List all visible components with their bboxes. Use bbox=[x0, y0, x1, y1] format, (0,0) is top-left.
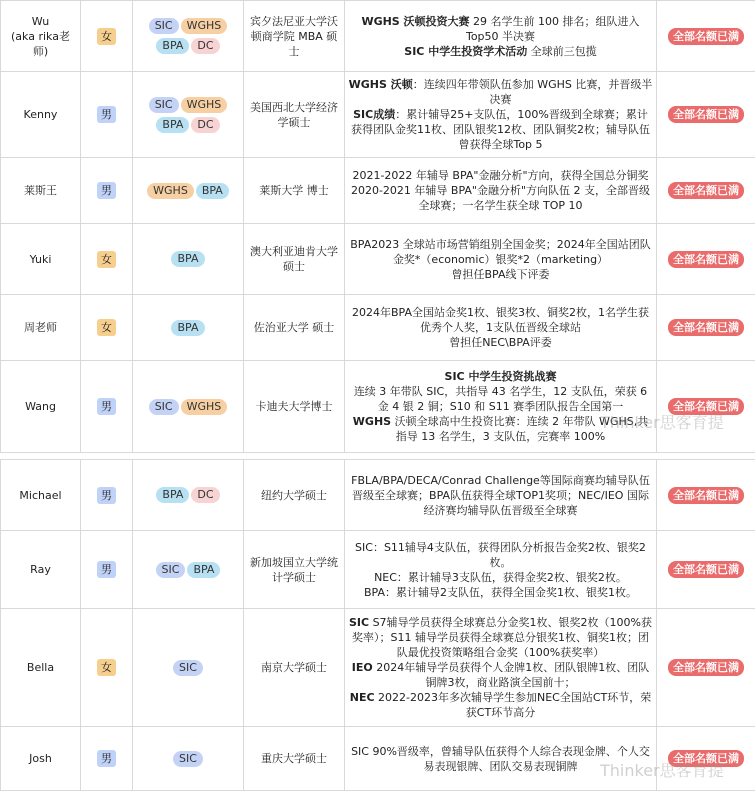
teacher-name: Michael bbox=[1, 460, 81, 531]
school: 重庆大学硕士 bbox=[244, 727, 345, 791]
achievement-line: WGHS 沃顿投资大赛 29 名学生前 100 排名；组队进入Top50 半决赛 bbox=[361, 14, 640, 43]
competition-tag: BPA bbox=[196, 183, 229, 199]
achievements bbox=[345, 224, 657, 295]
teacher-name: Josh bbox=[1, 727, 81, 791]
watermark: Thinker思客育提 bbox=[600, 761, 724, 780]
gender-badge: 男 bbox=[97, 487, 116, 504]
school: 澳大利亚迪肯大学硕士 bbox=[244, 224, 345, 295]
achievement-line: 曾担任BPA线下评委 bbox=[451, 267, 550, 281]
teacher-name: 莱斯王 bbox=[1, 158, 81, 224]
teacher-row bbox=[1, 295, 755, 361]
status-cell bbox=[657, 609, 755, 727]
gender-cell bbox=[81, 158, 133, 224]
status-cell bbox=[657, 158, 755, 224]
status-cell bbox=[657, 531, 755, 609]
gender-badge: 女 bbox=[97, 251, 116, 268]
tags-cell bbox=[133, 1, 244, 72]
teacher-row bbox=[1, 361, 755, 453]
achievement-line: BPA2023 全球站市场营销组别全国金奖；2024年全国站团队金奖*（economic）银奖*2（marketing） bbox=[350, 237, 651, 266]
competition-tag: BPA bbox=[156, 38, 189, 54]
achievement-line: NEC 2022-2023年多次辅导学生参加NEC全国站CT环节，荣获CT环节高分 bbox=[349, 691, 652, 719]
competition-tag: DC bbox=[191, 487, 219, 503]
teacher-row bbox=[1, 224, 755, 295]
status-badge: 全部名额已满 bbox=[668, 750, 744, 767]
gender-cell bbox=[81, 361, 133, 453]
gender-cell bbox=[81, 72, 133, 158]
achievement-line: SIC：S11辅导4支队伍，获得团队分析报告金奖2枚、银奖2枚。 bbox=[355, 540, 646, 569]
achievements bbox=[345, 609, 657, 727]
school: 卡迪夫大学博士 bbox=[244, 361, 345, 453]
gender-cell bbox=[81, 1, 133, 72]
gender-badge: 女 bbox=[97, 28, 116, 45]
teacher-row bbox=[1, 72, 755, 158]
competition-tag: WGHS bbox=[181, 18, 228, 34]
competition-tag: DC bbox=[191, 38, 219, 54]
achievements bbox=[345, 460, 657, 531]
competition-tag: SIC bbox=[149, 399, 179, 415]
teacher-name: Wu (aka rika老师) bbox=[1, 1, 81, 72]
gender-badge: 男 bbox=[97, 182, 116, 199]
teacher-name: Kenny bbox=[1, 72, 81, 158]
status-cell bbox=[657, 460, 755, 531]
competition-tag: DC bbox=[191, 117, 219, 133]
teacher-name: Yuki bbox=[1, 224, 81, 295]
teacher-name: Ray bbox=[1, 531, 81, 609]
teacher-row bbox=[1, 531, 755, 609]
teacher-row bbox=[1, 460, 755, 531]
tags-cell bbox=[133, 295, 244, 361]
competition-tag: SIC bbox=[156, 562, 186, 578]
gender-cell bbox=[81, 224, 133, 295]
achievements bbox=[345, 158, 657, 224]
school: 宾夕法尼亚大学沃顿商学院 MBA 硕士 bbox=[244, 1, 345, 72]
competition-tag: SIC bbox=[173, 660, 203, 676]
achievements bbox=[345, 727, 657, 791]
teacher-name: Wang bbox=[1, 361, 81, 453]
gender-badge: 男 bbox=[97, 398, 116, 415]
status-badge: 全部名额已满 bbox=[668, 28, 744, 45]
teacher-row bbox=[1, 727, 755, 791]
gender-cell bbox=[81, 609, 133, 727]
competition-tag: SIC bbox=[149, 18, 179, 34]
gender-badge: 男 bbox=[97, 561, 116, 578]
teacher-row bbox=[1, 609, 755, 727]
tags-cell bbox=[133, 460, 244, 531]
achievement-line: IEO 2024年辅导学员获得个人金牌1枚、团队银牌1枚、团队铜牌3枚，商业路演全国前十； bbox=[351, 661, 650, 689]
gender-badge: 男 bbox=[97, 106, 116, 123]
competition-tag: WGHS bbox=[181, 97, 228, 113]
competition-tag: WGHS bbox=[147, 183, 194, 199]
achievement-line: 曾担任NEC\BPA评委 bbox=[449, 336, 552, 349]
achievements bbox=[345, 361, 657, 453]
tags-cell bbox=[133, 361, 244, 453]
status-cell bbox=[657, 295, 755, 361]
teacher-name: 周老师 bbox=[1, 295, 81, 361]
achievement-line: SIC 中学生投资挑战赛 bbox=[444, 370, 557, 383]
achievement-line: WGHS 沃顿全球高中生投资比赛：连续 2 年带队 WGHS,共指导 13 名学生，3 支队伍，完赛率 100% bbox=[352, 415, 649, 443]
achievements bbox=[345, 531, 657, 609]
achievement-line: FBLA/BPA/DECA/Conrad Challenge等国际商赛均辅导队伍晋级至全球赛；BPA队伍获得全球TOP1奖项；NEC/IEO 国际经济赛均辅导队伍晋级至全球赛 bbox=[351, 473, 650, 517]
competition-tag: BPA bbox=[156, 117, 189, 133]
school: 纽约大学硕士 bbox=[244, 460, 345, 531]
school: 南京大学硕士 bbox=[244, 609, 345, 727]
gender-cell bbox=[81, 727, 133, 791]
status-badge: 全部名额已满 bbox=[668, 251, 744, 268]
achievement-line: BPA：累计辅导2支队伍，获得全国金奖1枚、银奖1枚。 bbox=[364, 585, 637, 599]
status-badge: 全部名额已满 bbox=[668, 398, 744, 415]
achievement-line: SIC成绩：累计辅导25+支队伍，100%晋级到全球赛；累计获得团队金奖11枚、团队银奖12枚、团队铜奖2枚；辅导队伍曾获得全球Top 5 bbox=[351, 108, 650, 151]
school: 新加坡国立大学统计学硕士 bbox=[244, 531, 345, 609]
school: 佐治亚大学 硕士 bbox=[244, 295, 345, 361]
tags-cell bbox=[133, 72, 244, 158]
achievement-line: SIC S7辅导学员获得全球赛总分金奖1枚、银奖2枚（100%获奖率）；S11 辅导学员获得全球赛总分银奖1枚、铜奖1枚；团队最优投资策略组合金奖（100%获奖率） bbox=[348, 616, 652, 659]
gender-cell bbox=[81, 295, 133, 361]
achievement-line: SIC 中学生投资学术活动 全球前三包揽 bbox=[404, 44, 597, 58]
achievement-line: 2021-2022 年辅导 BPA"金融分析"方向，获得全国总分铜奖 2020-2021 年辅导 BPA"金融分析"方向队伍 2 支，全部晋级全球赛；一名学生获全球 TOP 10 bbox=[350, 169, 651, 212]
gender-badge: 男 bbox=[97, 750, 116, 767]
achievement-line: 连续 3 年带队 SIC，共指导 43 名学生，12 支队伍，荣获 6 金 4 银 2 铜；S10 和 S11 赛季团队报告全国第一 bbox=[353, 385, 648, 413]
gender-badge: 女 bbox=[97, 659, 116, 676]
status-cell bbox=[657, 361, 755, 453]
watermark: Thinker思客育提 bbox=[600, 413, 724, 432]
teacher-row bbox=[1, 158, 755, 224]
status-cell bbox=[657, 72, 755, 158]
achievement-line: 2024年BPA全国站金奖1枚、银奖3枚、铜奖2枚，1名学生获优秀个人奖，1支队伍晋级全球站 bbox=[352, 306, 649, 334]
status-badge: 全部名额已满 bbox=[668, 182, 744, 199]
tags-cell bbox=[133, 224, 244, 295]
gender-badge: 女 bbox=[97, 319, 116, 336]
teacher-name: Bella bbox=[1, 609, 81, 727]
status-badge: 全部名额已满 bbox=[668, 487, 744, 504]
competition-tag: BPA bbox=[171, 251, 204, 267]
status-badge: 全部名额已满 bbox=[668, 561, 744, 578]
school: 莱斯大学 博士 bbox=[244, 158, 345, 224]
achievement-line: WGHS 沃顿：连续四年带领队伍参加 WGHS 比赛，并晋级半决赛 bbox=[348, 78, 653, 106]
status-badge: 全部名额已满 bbox=[668, 659, 744, 676]
status-cell bbox=[657, 727, 755, 791]
achievement-line: SIC 90%晋级率，曾辅导队伍获得个人综合表现金牌、个人交易表现银牌、团队交易表现铜牌 bbox=[351, 744, 650, 773]
competition-tag: BPA bbox=[187, 562, 220, 578]
tags-cell bbox=[133, 531, 244, 609]
competition-tag: SIC bbox=[173, 751, 203, 767]
teacher-row bbox=[1, 1, 755, 72]
status-cell bbox=[657, 1, 755, 72]
tags-cell bbox=[133, 609, 244, 727]
achievement-line: NEC：累计辅导3支队伍，获得金奖2枚、银奖2枚。 bbox=[374, 570, 627, 584]
school: 美国西北大学经济学硕士 bbox=[244, 72, 345, 158]
tags-cell bbox=[133, 727, 244, 791]
competition-tag: WGHS bbox=[181, 399, 228, 415]
achievements bbox=[345, 295, 657, 361]
status-badge: 全部名额已满 bbox=[668, 106, 744, 123]
status-cell bbox=[657, 224, 755, 295]
tags-cell bbox=[133, 158, 244, 224]
competition-tag: BPA bbox=[171, 320, 204, 336]
achievements bbox=[345, 72, 657, 158]
competition-tag: BPA bbox=[156, 487, 189, 503]
achievements bbox=[345, 1, 657, 72]
gender-cell bbox=[81, 531, 133, 609]
gender-cell bbox=[81, 460, 133, 531]
competition-tag: SIC bbox=[149, 97, 179, 113]
status-badge: 全部名额已满 bbox=[668, 319, 744, 336]
